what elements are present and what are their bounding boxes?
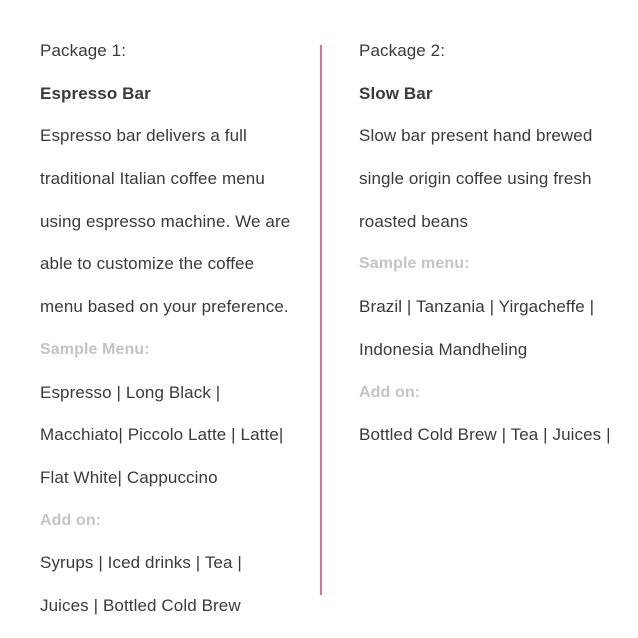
description-line: Espresso bar delivers a full	[40, 126, 247, 146]
package-2-column	[359, 30, 631, 457]
sample-menu-heading: Sample Menu:	[40, 340, 150, 358]
package-1-label: Package 1:	[40, 41, 127, 60]
package-1-column	[40, 30, 308, 628]
description-line: menu based on your preference.	[40, 297, 289, 317]
menu-line: Flat White| Cappuccino	[40, 467, 218, 487]
add-on-line: Juices | Bottled Cold Brew	[40, 595, 241, 615]
description-line: traditional Italian coffee menu	[40, 169, 265, 189]
description-line: roasted beans	[359, 211, 469, 231]
add-on-line: Syrups | Iced drinks | Tea |	[40, 553, 242, 573]
add-on-line: Bottled Cold Brew | Tea | Juices |	[359, 425, 611, 445]
menu-line: Macchiato| Piccolo Latte | Latte|	[40, 425, 284, 445]
package-2-title: Slow Bar	[359, 83, 433, 103]
menu-line: Brazil | Tanzania | Yirgacheffe |	[359, 297, 595, 317]
package-1-title: Espresso Bar	[40, 83, 151, 103]
description-line: single origin coffee using fresh	[359, 169, 592, 189]
column-divider	[320, 45, 322, 595]
sample-menu-heading: Sample menu:	[359, 255, 470, 273]
add-on-heading: Add on:	[40, 511, 102, 529]
menu-line: Espresso | Long Black |	[40, 382, 221, 402]
package-2-label: Package 2:	[359, 41, 446, 60]
add-on-heading: Add on:	[359, 383, 421, 401]
description-line: able to customize the coffee	[40, 254, 255, 274]
description-line: using espresso machine. We are	[40, 211, 291, 231]
menu-line: Indonesia Mandheling	[359, 339, 528, 359]
description-line: Slow bar present hand brewed	[359, 126, 593, 146]
